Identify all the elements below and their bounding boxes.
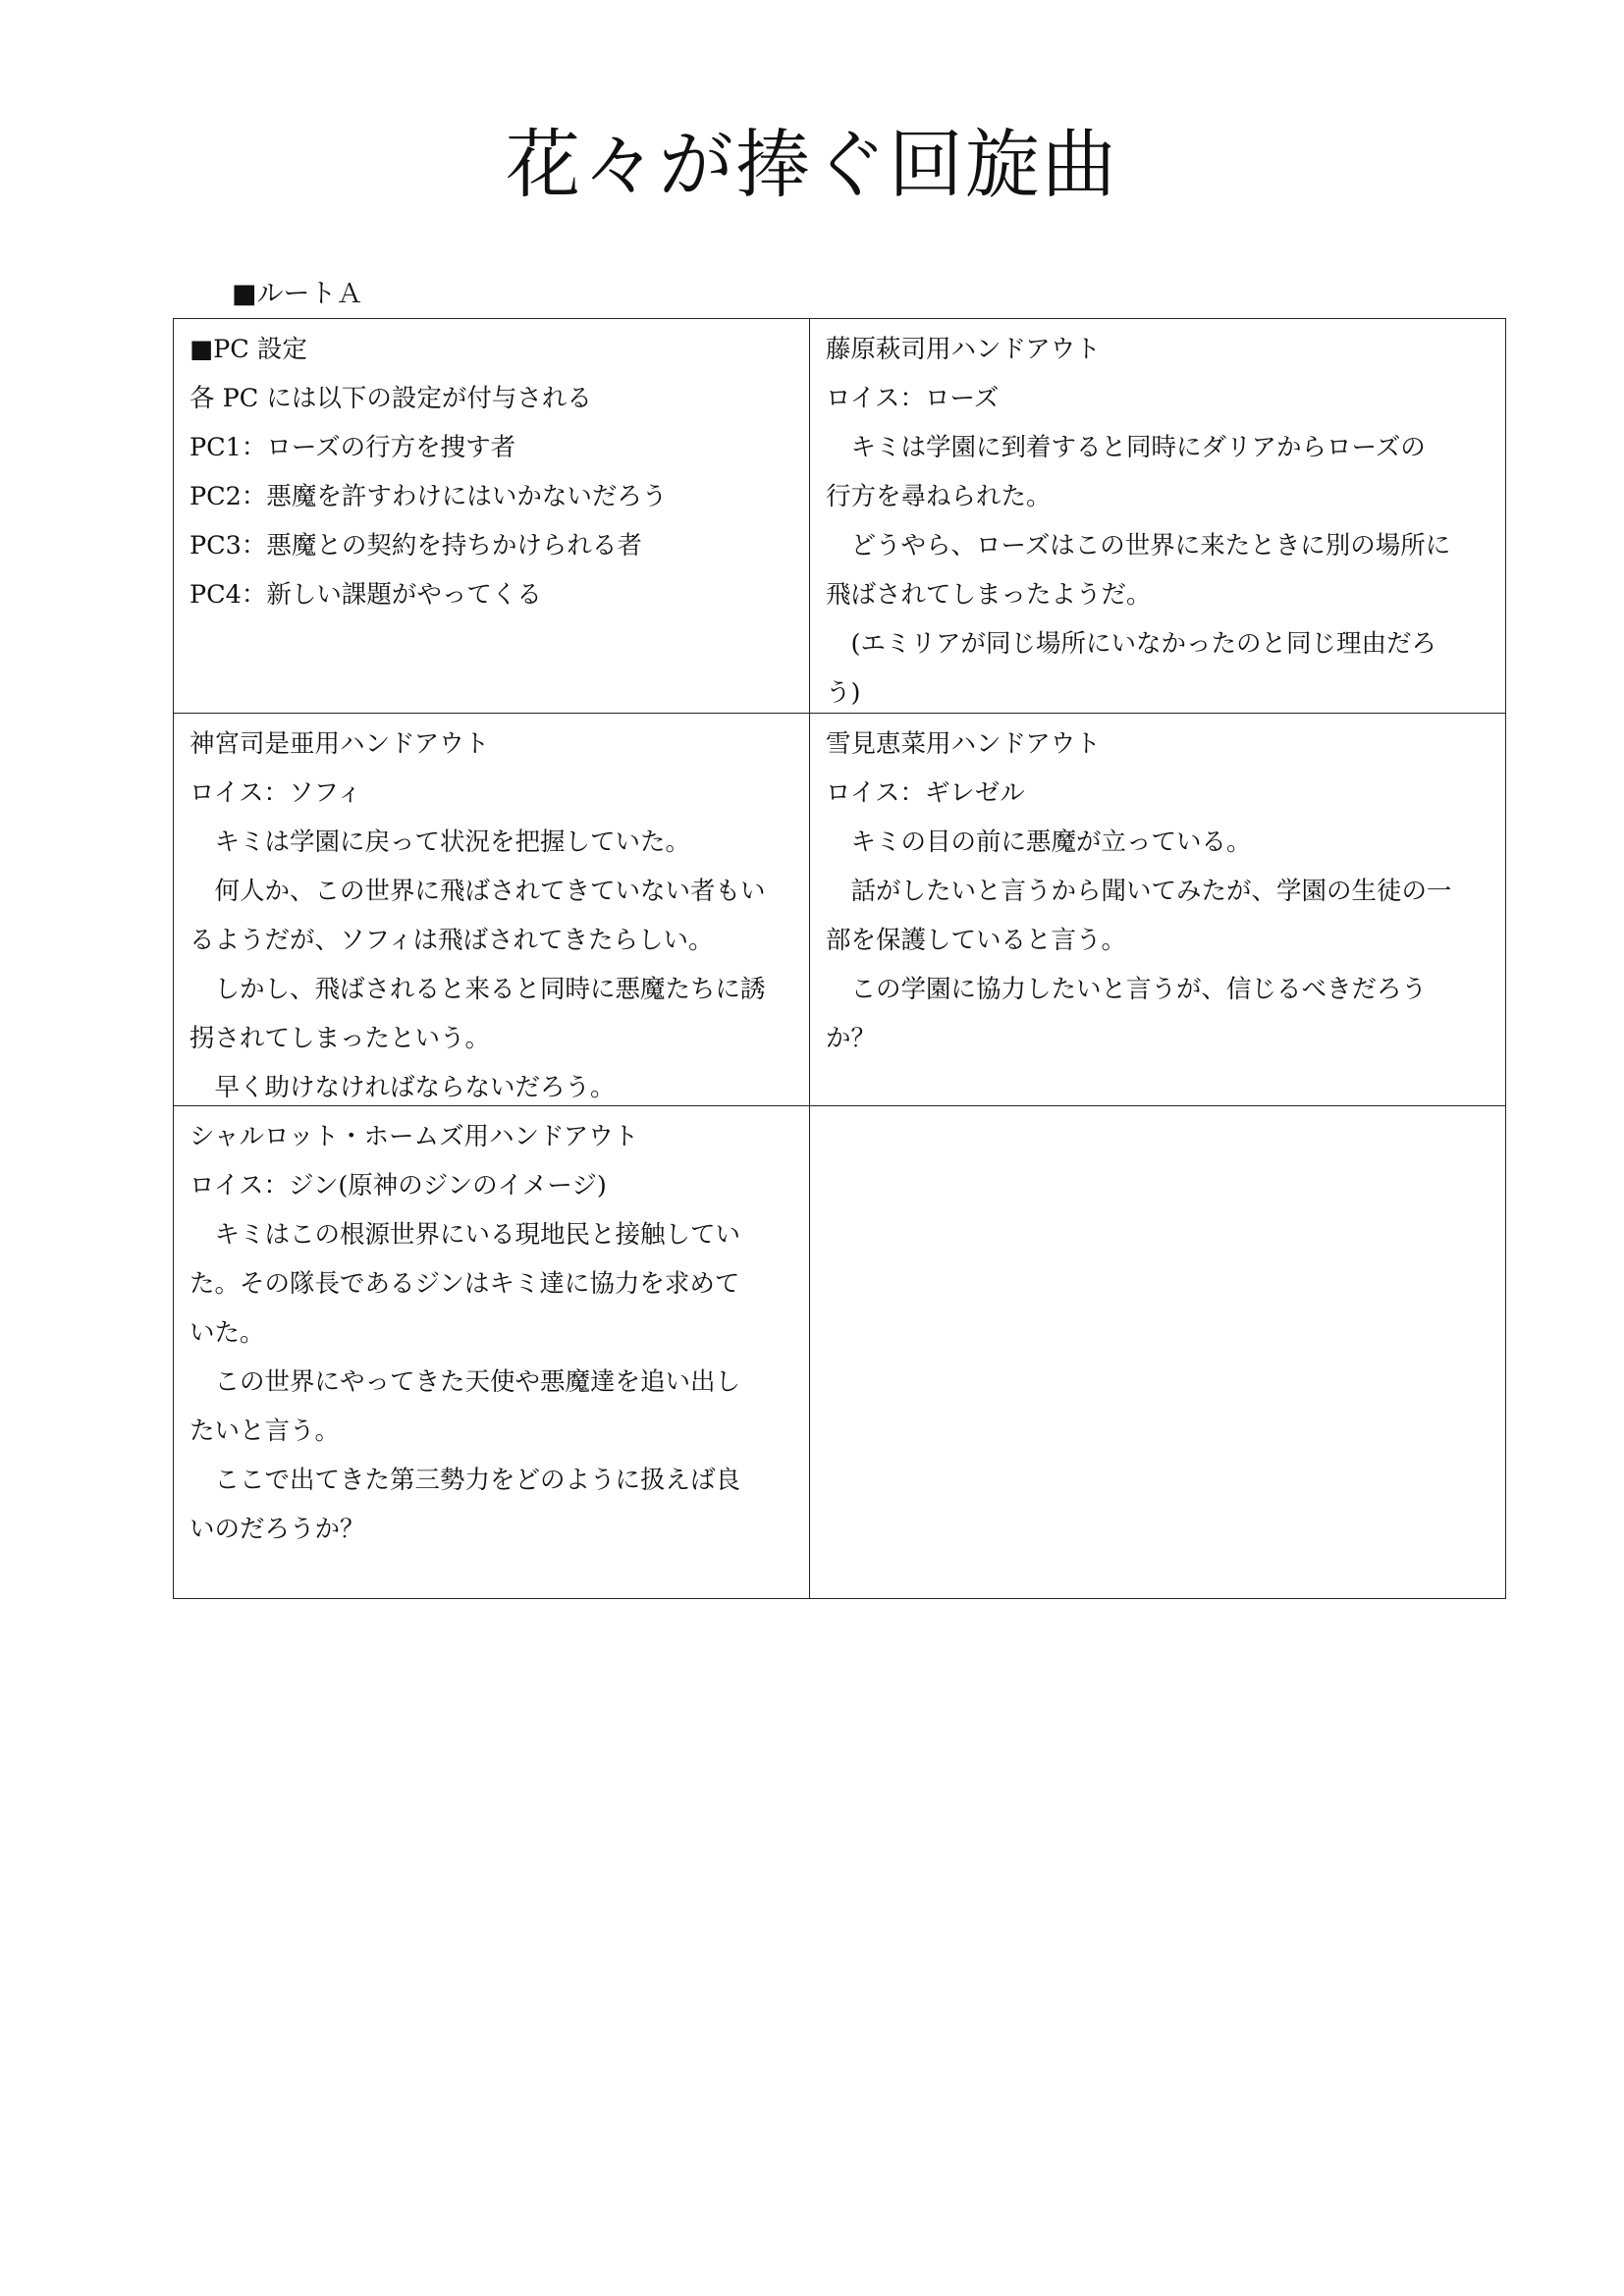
cell-text-line: キミは学園に戻って状況を把握していた。 [189,828,691,857]
cell-text-line: ロイス：ローズ [826,384,1000,413]
handout-jinguji-cell [174,714,810,1106]
cell-text-line: か？ [826,1024,877,1053]
document-title: 花々が捧ぐ回旋曲 [506,121,1118,208]
pc-settings-cell [174,319,810,714]
cell-heading: 雪見恵菜用ハンドアウト [826,729,1101,759]
cell-heading: ■PC 設定 [189,335,307,364]
cell-text-line: PC2：悪魔を許すわけにはいかないだろう [189,482,668,511]
cell-text-line: いのだろうか？ [189,1515,365,1544]
cell-heading: 藤原萩司用ハンドアウト [826,335,1101,364]
cell-text-line: ロイス：ソフィ [189,778,362,808]
cell-text-line: ロイス：ギレゼル [826,778,1025,808]
cell-text-line: キミはこの根源世界にいる現地民と接触してい [189,1220,741,1250]
handout-yukimi-cell [810,714,1505,1106]
cell-text-line: 各 PC には以下の設定が付与される [189,384,592,413]
handout-fujiwara-cell [810,319,1505,714]
cell-text-line: るようだが、ソフィは飛ばされてきたらしい。 [189,926,714,955]
cell-text-line: 部を保護していると言う。 [826,926,1127,955]
cell-text-line: PC3：悪魔との契約を持ちかけられる者 [189,531,642,561]
cell-heading: シャルロット・ホームズ用ハンドアウト [189,1122,639,1151]
cell-heading: 神宮司是亜用ハンドアウト [189,729,490,759]
empty-cell [810,1106,1505,1598]
cell-text-line: PC4：新しい課題がやってくる [189,580,542,610]
cell-text-line: う) [826,678,861,708]
cell-text-line: (エミリアが同じ場所にいなかったのと同じ理由だろ [826,629,1436,659]
cell-text-line: た。その隊長であるジンはキミ達に協力を求めて [189,1269,740,1299]
route-label: ■ルートＡ [232,279,363,309]
cell-text-line: PC1：ローズの行方を捜す者 [189,433,516,462]
cell-text-line: 行方を尋ねられた。 [826,482,1052,511]
cell-text-line: 拐されてしまったという。 [189,1024,491,1053]
cell-text-line: どうやら、ローズはこの世界に来たときに別の場所に [826,531,1451,561]
cell-text-line: この学園に協力したいと言うが、信じるべきだろう [826,975,1428,1004]
cell-text-line: 飛ばされてしまったようだ。 [826,580,1152,610]
handout-holmes-cell [174,1106,810,1598]
cell-text-line: 話がしたいと言うから聞いてみたが、学園の生徒の一 [826,877,1452,906]
cell-text-line: しかし、飛ばされると来ると同時に悪魔たちに誘 [189,975,766,1004]
cell-text-line: 早く助けなければならないだろう。 [189,1073,616,1102]
cell-text-line: ロイス：ジン(原神のジンのイメージ) [189,1171,607,1201]
cell-text-line: キミは学園に到着すると同時にダリアからローズの [826,433,1426,462]
cell-text-line: キミの目の前に悪魔が立っている。 [826,828,1252,857]
cell-text-line: 何人か、この世界に飛ばされてきていない者もい [189,877,766,906]
cell-text-line: この世界にやってきた天使や悪魔達を追い出し [189,1367,741,1397]
cell-text-line: たいと言う。 [189,1416,341,1446]
handout-table [173,318,1506,1599]
cell-text-line: いた。 [189,1318,265,1348]
cell-text-line: ここで出てきた第三勢力をどのように扱えば良 [189,1466,741,1495]
